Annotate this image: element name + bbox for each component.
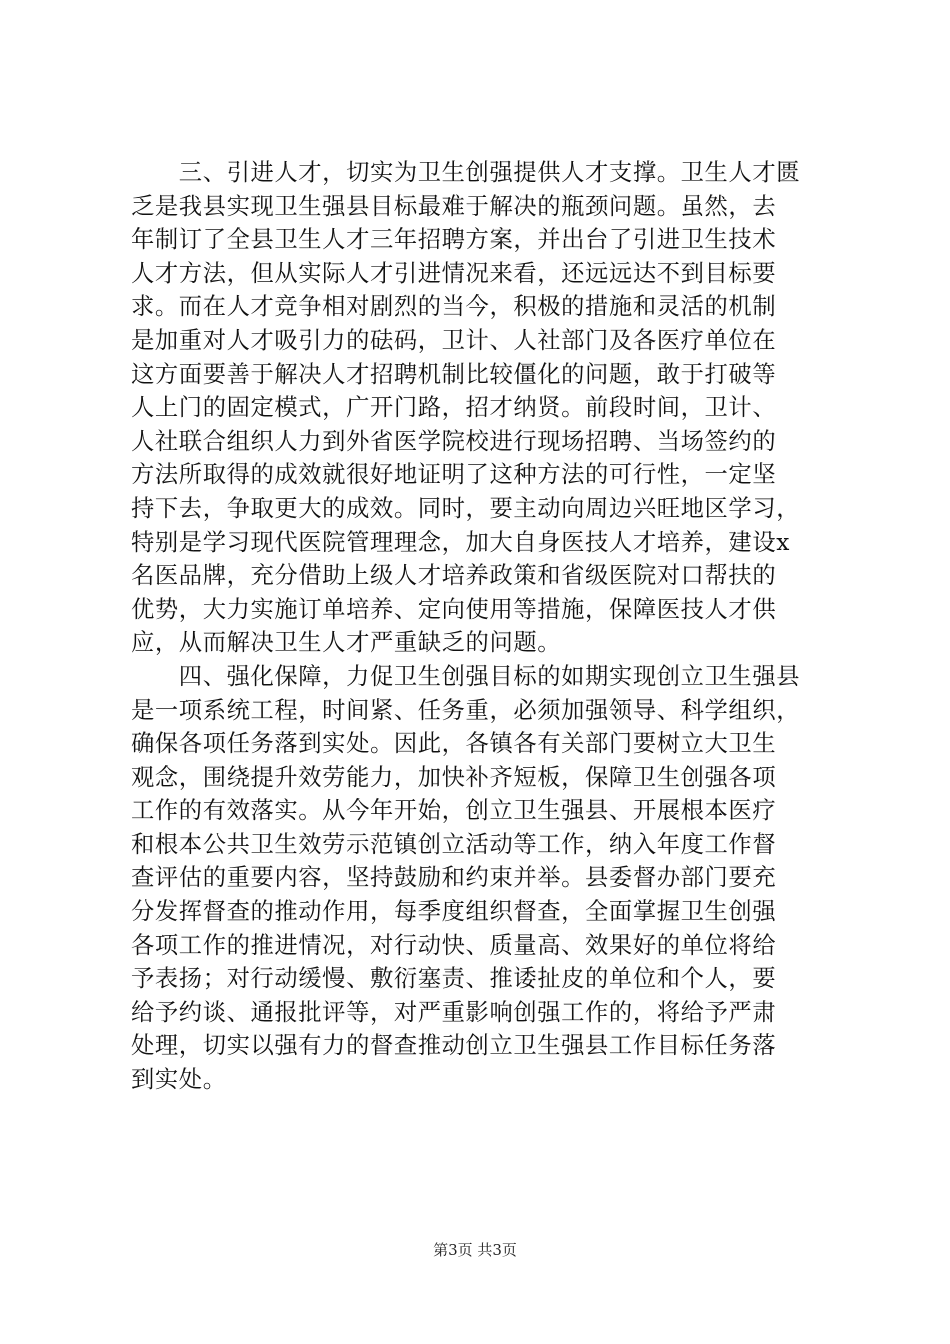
text-line: 分发挥督查的推动作用，每季度组织督查，全面掌握卫生创强 — [131, 898, 777, 926]
text-line: 是一项系统工程，时间紧、任务重，必须加强领导、科学组织， — [131, 696, 801, 724]
text-line: 这方面要善于解决人才招聘机制比较僵化的问题，敢于打破等 — [131, 360, 777, 388]
text-line: 各项工作的推进情况，对行动快、质量高、效果好的单位将给 — [131, 931, 777, 959]
text-line: 年制订了全县卫生人才三年招聘方案，并出台了引进卫生技术 — [131, 226, 777, 254]
text-line: 人才方法，但从实际人才引进情况来看，还远远达不到目标要 — [131, 259, 777, 287]
page-number-footer: 第3页 共3页 — [433, 1241, 517, 1259]
text-line: 人社联合组织人力到外省医学院校进行现场招聘、当场签约的 — [131, 427, 777, 455]
text-line: 到实处。 — [131, 1066, 227, 1094]
text-line: 人上门的固定模式，广开门路，招才纳贤。前段时间，卫计、 — [131, 394, 777, 422]
text-line: 观念，围绕提升效劳能力，加快补齐短板，保障卫生创强各项 — [131, 763, 777, 791]
text-line: 特别是学习现代医院管理理念，加大自身医技人才培养，建设x — [131, 528, 790, 556]
text-line: 给予约谈、通报批评等，对严重影响创强工作的，将给予严肃 — [131, 998, 777, 1026]
text-line: 名医品牌，充分借助上级人才培养政策和省级医院对口帮扶的 — [131, 562, 777, 590]
document-body — [131, 156, 847, 1097]
text-line: 持下去，争取更大的成效。同时，要主动向周边兴旺地区学习， — [131, 494, 801, 522]
text-line: 工作的有效落实。从今年开始，创立卫生强县、开展根本医疗 — [131, 797, 777, 825]
text-line: 三、引进人才，切实为卫生创强提供人才支撑。卫生人才匮 — [131, 159, 801, 186]
text-line: 乏是我县实现卫生强县目标最难于解决的瓶颈问题。虽然，去 — [131, 192, 777, 220]
text-line: 四、强化保障，力促卫生创强目标的如期实现创立卫生强县 — [131, 662, 801, 690]
text-line: 和根本公共卫生效劳示范镇创立活动等工作，纳入年度工作督 — [131, 830, 777, 858]
text-line: 查评估的重要内容，坚持鼓励和约束并举。县委督办部门要充 — [131, 864, 777, 892]
text-line: 应，从而解决卫生人才严重缺乏的问题。 — [131, 629, 562, 657]
text-line: 是加重对人才吸引力的砝码，卫计、人社部门及各医疗单位在 — [131, 326, 777, 354]
text-line: 确保各项任务落到实处。因此，各镇各有关部门要树立大卫生 — [131, 730, 777, 758]
text-line: 处理，切实以强有力的督查推动创立卫生强县工作目标任务落 — [131, 1032, 777, 1060]
text-line: 求。而在人才竞争相对剧烈的当今，积极的措施和灵活的机制 — [131, 293, 777, 321]
text-line: 方法所取得的成效就很好地证明了这种方法的可行性，一定坚 — [131, 461, 777, 489]
text-line: 予表扬；对行动缓慢、敷衍塞责、推诿扯皮的单位和个人，要 — [131, 965, 777, 993]
text-line: 优势，大力实施订单培养、定向使用等措施，保障医技人才供 — [131, 595, 777, 623]
